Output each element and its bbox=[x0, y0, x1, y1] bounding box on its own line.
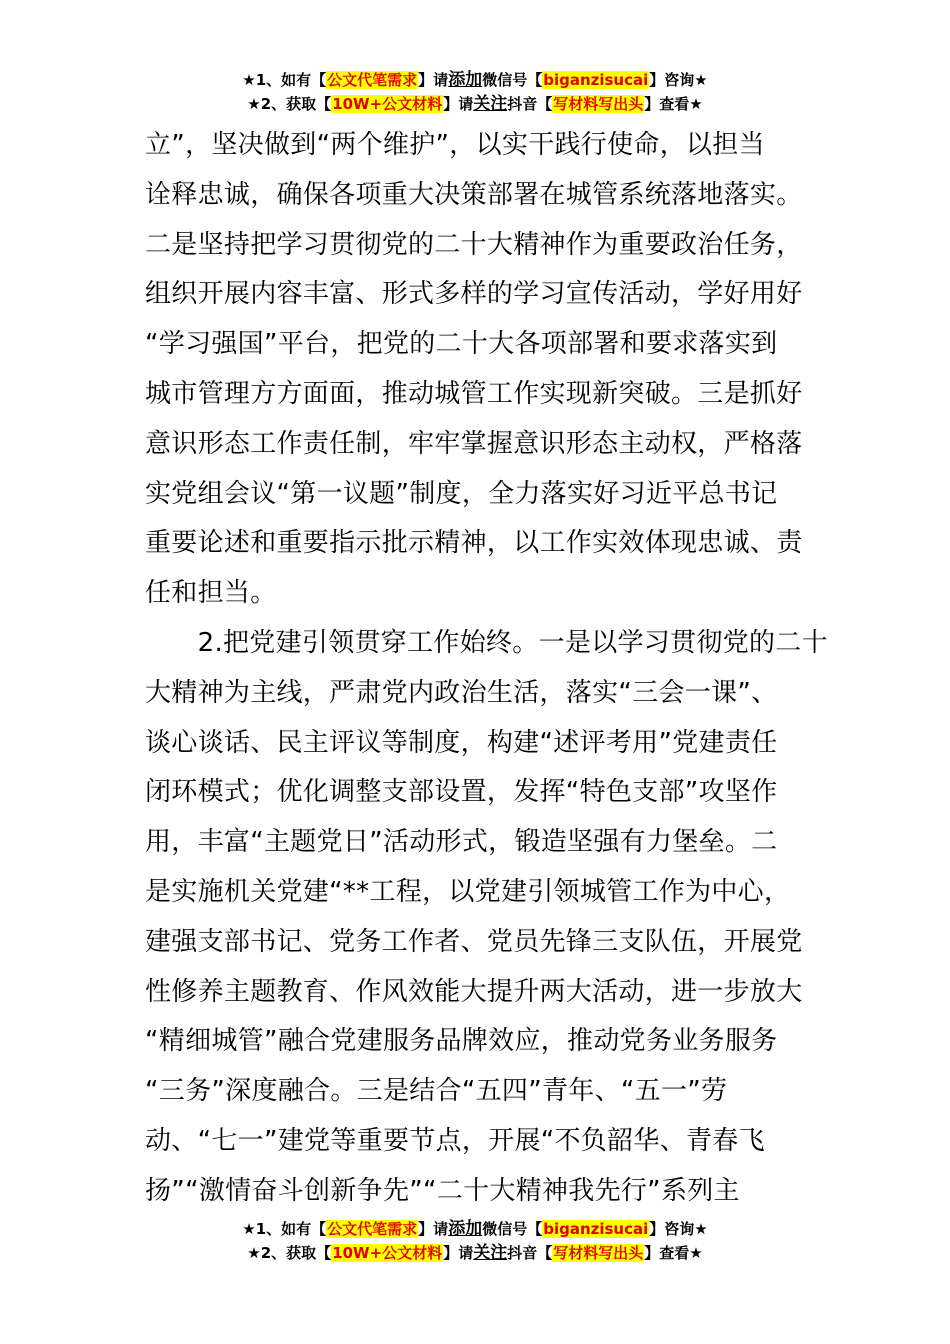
banner-text: ★1、如有【 bbox=[242, 1220, 327, 1238]
document-body bbox=[145, 121, 828, 1217]
banner-text: 】咨询★ bbox=[649, 1220, 708, 1238]
banner-line-2 bbox=[0, 92, 950, 116]
banner-highlight: 写材料写出头 bbox=[553, 1244, 644, 1262]
banner-line-1 bbox=[0, 68, 950, 92]
banner-text: 微信号【 bbox=[482, 1220, 543, 1238]
body-line: 组织开展内容丰富、形式多样的学习宣传活动，学好用好 bbox=[145, 279, 803, 310]
body-line: 城市管理方方面面，推动城管工作实现新突破。三是抓好 bbox=[145, 378, 803, 409]
banner-highlight: 公文代笔需求 bbox=[327, 1220, 418, 1238]
footer-banner bbox=[0, 1217, 950, 1265]
banner-emphasis: 添加 bbox=[448, 1219, 483, 1239]
body-line: “三务”深度融合。三是结合“五四”青年、“五一”劳 bbox=[145, 1076, 728, 1107]
banner-wechat-id: biganzisucai bbox=[543, 71, 649, 89]
banner-emphasis: 关注 bbox=[473, 1243, 508, 1263]
body-line: 动、“七一”建党等重要节点，开展“不负韶华、青春飞 bbox=[145, 1125, 765, 1156]
banner-text: ★2、获取【 bbox=[247, 1244, 332, 1262]
banner-highlight: 写材料写出头 bbox=[553, 95, 644, 113]
banner-text: 】查看★ bbox=[644, 1244, 703, 1262]
section-heading-line: 2.把党建引领贯穿工作始终。一是以学习贯彻党的二十 bbox=[145, 627, 828, 658]
body-line: 用，丰富“主题党日”活动形式，锻造坚强有力堡垒。二 bbox=[145, 827, 778, 858]
body-line: 任和担当。 bbox=[145, 578, 277, 609]
banner-wechat-id: biganzisucai bbox=[543, 1220, 649, 1238]
body-line: 二是坚持把学习贯彻党的二十大精神作为重要政治任务， bbox=[145, 229, 803, 260]
body-line: 扬”“激情奋斗创新争先”“二十大精神我先行”系列主 bbox=[145, 1175, 740, 1206]
banner-line-2 bbox=[0, 1241, 950, 1265]
banner-highlight: 10W+公文材料 bbox=[332, 95, 443, 113]
banner-text: 微信号【 bbox=[482, 71, 543, 89]
banner-text: 】查看★ bbox=[644, 95, 703, 113]
banner-text: ★1、如有【 bbox=[242, 71, 327, 89]
banner-emphasis: 关注 bbox=[473, 94, 508, 114]
body-line: 实党组会议“第一议题”制度，全力落实好习近平总书记 bbox=[145, 478, 778, 509]
banner-highlight: 10W+公文材料 bbox=[332, 1244, 443, 1262]
banner-text: 】请 bbox=[443, 1244, 474, 1262]
body-line: 谈心谈话、民主评议等制度，构建“述评考用”党建责任 bbox=[145, 727, 778, 758]
body-line: 诠释忠诚，确保各项重大决策部署在城管系统落地落实。 bbox=[145, 179, 803, 210]
body-line: 立”，坚决做到“两个维护”，以实干践行使命，以担当 bbox=[145, 130, 765, 160]
banner-text: 】咨询★ bbox=[649, 71, 708, 89]
body-line: 意识形态工作责任制，牢牢掌握意识形态主动权，严格落 bbox=[145, 428, 803, 459]
body-line: 大精神为主线，严肃党内政治生活，落实“三会一课”、 bbox=[145, 677, 778, 708]
banner-line-1 bbox=[0, 1217, 950, 1241]
banner-text: 抖音【 bbox=[507, 1244, 553, 1262]
banner-emphasis: 添加 bbox=[448, 70, 483, 90]
body-line: 闭环模式；优化调整支部设置，发挥“特色支部”攻坚作 bbox=[145, 777, 778, 808]
banner-text: 抖音【 bbox=[507, 95, 553, 113]
banner-text: 】请 bbox=[418, 71, 449, 89]
body-line: “学习强国”平台，把党的二十大各项部署和要求落实到 bbox=[145, 329, 778, 360]
banner-text: 】请 bbox=[418, 1220, 449, 1238]
body-line: 重要论述和重要指示批示精神，以工作实效体现忠诚、责 bbox=[145, 528, 803, 559]
body-line: 建强支部书记、党务工作者、党员先锋三支队伍，开展党 bbox=[145, 926, 803, 957]
body-line: 是实施机关党建“**工程，以党建引领城管工作为中心， bbox=[145, 876, 791, 907]
banner-text: ★2、获取【 bbox=[247, 95, 332, 113]
banner-highlight: 公文代笔需求 bbox=[327, 71, 418, 89]
header-banner bbox=[0, 68, 950, 116]
banner-text: 】请 bbox=[443, 95, 474, 113]
body-line: 性修养主题教育、作风效能大提升两大活动，进一步放大 bbox=[145, 976, 803, 1007]
body-line: “精细城管”融合党建服务品牌效应，推动党务业务服务 bbox=[145, 1026, 778, 1057]
